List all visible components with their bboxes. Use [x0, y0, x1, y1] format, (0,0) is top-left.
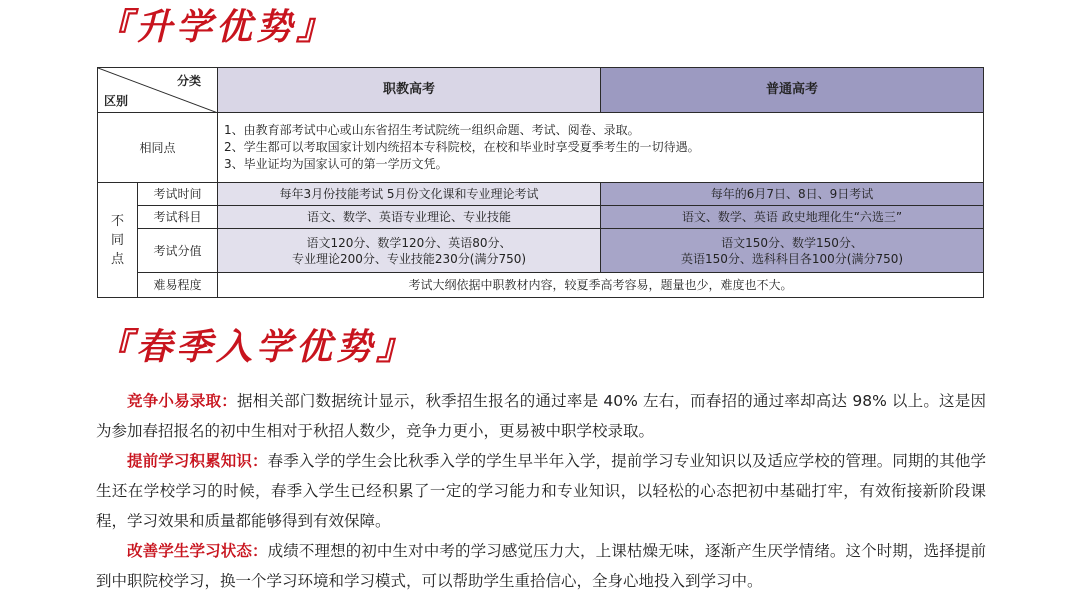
paragraph-learning-state [96, 536, 986, 596]
section-title-spring-advantages: 『春季入学优势』 [96, 327, 417, 368]
table-row [98, 229, 984, 273]
header-zhijiao: 职教高考 [218, 68, 601, 113]
table-row [98, 183, 984, 206]
paragraph-body: 成绩不理想的初中生对中考的学习感觉压力大，上课枯燥无味，逐渐产生厌学情绪。这个时期，选择提前到中职院校学习，换一个学习环境和学习模式，可以帮助学生重拾信心，全身心地投入到学习中。 [96, 542, 986, 590]
paragraph-body: 据相关部门数据统计显示，秋季招生报名的通过率是 40% 左右，而春招的通过率却高达 98% 以上。这是因为参加春招报名的初中生相对于秋招人数少，竞争力更小，更易被中职学校录取。 [96, 392, 986, 440]
same-points-row [98, 113, 984, 183]
header-putong: 普通高考 [601, 68, 984, 113]
list-item: 1、由教育部考试中心或山东省招生考试院统一组织命题、考试、阅卷、录取。 [224, 123, 640, 137]
row-label-difficulty: 难易程度 [138, 273, 218, 298]
cell-difficulty: 考试大纲依据中职教材内容，较夏季高考容易，题量也少，难度也不大。 [218, 273, 984, 298]
paragraph-competition [96, 386, 986, 446]
paragraph-early-learning [96, 446, 986, 536]
cell-putong-exam-time: 每年的6月7日、8日、9日考试 [601, 183, 984, 206]
row-label-scores: 考试分值 [138, 229, 218, 273]
same-label: 相同点 [98, 113, 218, 183]
list-item: 3、毕业证均为国家认可的第一学历文凭。 [224, 157, 448, 171]
cell-zhijiao-scores: 语文120分、数学120分、英语80分、 专业理论200分、专业技能230分(满分750) [218, 229, 601, 273]
section-title-advantages: 『升学优势』 [96, 7, 337, 48]
paragraph-highlight: 提前学习积累知识： [127, 452, 268, 470]
cell-zhijiao-exam-time: 每年3月份技能考试 5月份文化课和专业理论考试 [218, 183, 601, 206]
same-points-list [218, 113, 984, 183]
table-header-row [98, 68, 984, 113]
corner-top-label: 分类 [176, 74, 201, 88]
advantages-text [96, 386, 986, 596]
paragraph-highlight: 竞争小易录取： [127, 392, 237, 410]
corner-bottom-label: 区别 [104, 94, 129, 108]
corner-cell [98, 68, 218, 113]
row-label-subjects: 考试科目 [138, 206, 218, 229]
cell-putong-scores: 语文150分、数学150分、 英语150分、选科科目各100分(满分750) [601, 229, 984, 273]
paragraph-highlight: 改善学生学习状态： [127, 542, 268, 560]
cell-zhijiao-subjects: 语文、数学、英语专业理论、专业技能 [218, 206, 601, 229]
comparison-table [97, 67, 984, 298]
row-label-exam-time: 考试时间 [138, 183, 218, 206]
table-row [98, 273, 984, 298]
cell-putong-subjects: 语文、数学、英语 政史地理化生“六选三” [601, 206, 984, 229]
list-item: 2、学生都可以考取国家计划内统招本专科院校，在校和毕业时享受夏季考生的一切待遇。 [224, 140, 700, 154]
paragraph-body: 春季入学的学生会比秋季入学的学生早半年入学，提前学习专业知识以及适应学校的管理。同期的其他学生还在学校学习的时候，春季入学生已经积累了一定的学习能力和专业知识，以轻松的心态把初中基础打牢，有效衔接新阶段课程，学习效果和质量都能够得到有效保障。 [96, 452, 986, 530]
table-row [98, 206, 984, 229]
diff-label: 不 同 点 [98, 183, 138, 298]
